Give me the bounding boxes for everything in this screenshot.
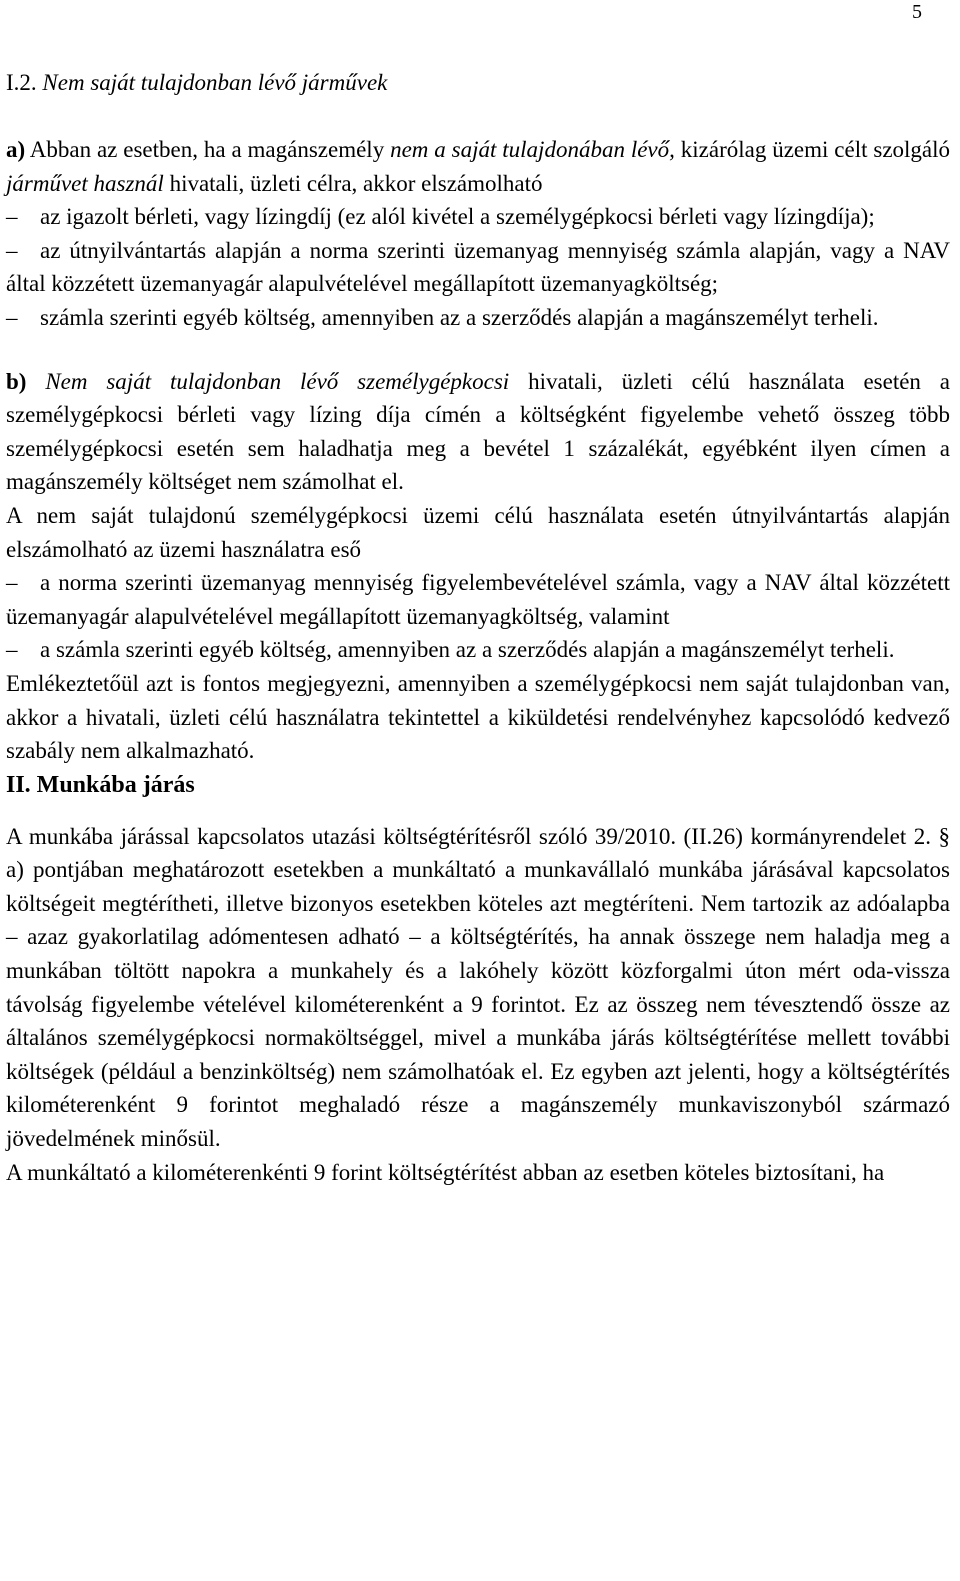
paragraph-b-3: Emlékeztetőül azt is fontos megjegyezni, amennyiben a személygépkocsi nem saját tulajdonban van, akkor a hivatali, üzleti célú használatra tekintettel a kiküldetési rendelvényhez kapcsolódó kedvező szabály nem alkalmazható.	[6, 670, 950, 764]
paragraph-a-text-3: hivatali, üzleti célra, akkor elszámolható	[169, 170, 543, 196]
paragraph-b	[6, 365, 950, 499]
dash-marker: –	[6, 204, 18, 230]
paragraph-a-text-1: Abban az esetben, ha a magánszemély	[29, 137, 385, 162]
list-item-text: az útnyilvántartás alapján a norma szerinti üzemanyag mennyiség számla alapján, vagy a NAV által közzétett üzemanyagár alapulvételével megállapított üzemanyagköltség;	[6, 237, 950, 297]
dash-marker: –	[6, 237, 18, 263]
section-i2-heading	[6, 66, 950, 100]
list-item	[6, 200, 950, 234]
paragraph-a-text-2: kizárólag üzemi célt szolgáló	[680, 137, 951, 162]
paragraph-a-italic-1: nem a saját tulajdonában lévő,	[390, 137, 675, 162]
dash-marker: –	[6, 637, 18, 663]
paragraph-a-label: a)	[6, 137, 26, 162]
dash-marker: –	[6, 570, 18, 596]
dash-marker: –	[6, 304, 18, 330]
paragraph-b-italic: Nem saját tulajdonban lévő személygépkocsi	[45, 368, 510, 394]
list-item-text: számla szerinti egyéb költség, amennyiben az a szerződés alapján a magánszemélyt terheli.	[40, 304, 879, 330]
paragraph-b-label: b)	[6, 368, 27, 394]
list-item-text: a norma szerinti üzemanyag mennyiség figyelembevételével számla, vagy a NAV által közzétett üzemanyagár alapulvételével megállapított üzemanyagköltség, valamint	[6, 570, 950, 629]
list-item-text: az igazolt bérleti, vagy lízingdíj (ez alól kivétel a személygépkocsi bérleti vagy lízingdíja);	[40, 204, 875, 230]
section-ii-paragraph-2: A munkáltató a kilométerenkénti 9 forint költségtérítést abban az esetben köteles biztosítani, ha	[6, 1159, 885, 1185]
paragraph-b-2: A nem saját tulajdonú személygépkocsi üzemi célú használata esetén útnyilvántartás alapján elszámolható az üzemi használatra eső	[6, 502, 950, 562]
list-item	[6, 234, 950, 301]
paragraph-b-text: hivatali, üzleti célú használata esetén a személygépkocsi bérleti vagy lízing díja címén a költségként figyelembe vehető összeg több személygépkocsi esetén sem haladhatja meg a bevétel 1 százalékát, egyébként ilyen címen a magánszemély költséget nem számolhat el.	[6, 368, 950, 495]
section-i2-number: I.2.	[6, 70, 37, 95]
list-item	[6, 633, 950, 667]
list-item	[6, 301, 950, 335]
document-body	[6, 66, 950, 1189]
paragraph-a-italic-2: járművet használ	[6, 170, 164, 196]
section-ii-heading: II. Munkába járás	[6, 771, 195, 798]
section-i2-title: Nem saját tulajdonban lévő járművek	[42, 70, 388, 95]
page-number: 5	[912, 1, 922, 23]
paragraph-a	[6, 133, 950, 200]
section-ii-paragraph-1: A munkába járással kapcsolatos utazási költségtérítésről szóló 39/2010. (II.26) kormányrendelet 2. § a) pontjában meghatározott esetekben a munkáltató a munkavállaló munkába járásával kapcsolatos költségeit megtérítheti, illetve bizonyos esetekben köteles azt megtéríteni. Nem tartozik az adóalapba – azaz gyakorlatilag adómentesen adható – a költségtérítés, ha annak összege nem haladja meg a munkában töltött napokra a munkahely és a lakóhely között közforgalmi úton mért oda-vissza távolság figyelembe vételével kilométerenként a 9 forintot. Ez az összeg nem tévesztendő össze az általános személygépkocsi normaköltséggel, mivel a munkába járás költségtérítése mellett további költségek (például a benzinköltség) nem számolhatóak el. Ez egyben azt jelenti, hogy a költségtérítés kilométerenként 9 forintot meghaladó része a magánszemély munkaviszonyból származó jövedelmének minősül.	[6, 823, 950, 1152]
list-item	[6, 566, 950, 633]
list-item-text: a számla szerinti egyéb költség, amennyiben az a szerződés alapján a magánszemélyt terheli.	[40, 637, 895, 663]
